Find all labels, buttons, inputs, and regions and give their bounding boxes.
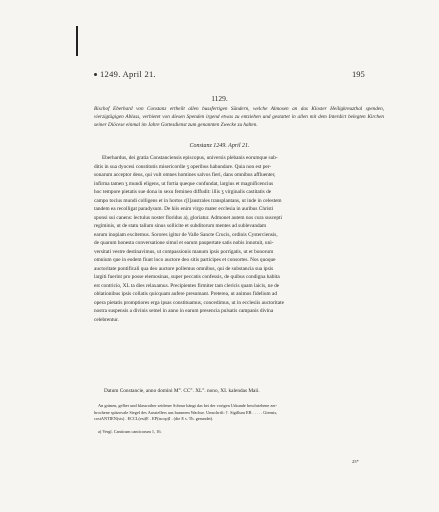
charter-line: earum inopiam excitemus. Sorores igitur de Valle Sancte Crucis, ordinis Cysterciensis,	[94, 231, 278, 238]
dateline: Constanz 1249. April 21.	[189, 143, 250, 149]
apparatus-line: costANTIEN(sis) . ECCL(esi)E . EP(iscop)I . (die E s. Th. gerundet).	[94, 416, 214, 422]
charter-line: Eberhardus, dei gratia Constanciensis episcopus, universis plebanis eorumque sub-	[102, 155, 278, 161]
seal-description	[94, 403, 382, 423]
charter-line: regiminis, ut de statu talium sinus sollicite et subditorum mentes ad sublevandam	[94, 223, 267, 229]
footnote: a) Vergl. Canticum canticorum 1, 16.	[98, 429, 162, 434]
charter-line: campo tocius mundi colligens et in hortos c[l]australes transplantans, ut inde in celestem	[94, 197, 282, 204]
charter-line: de quarum honesta conversatione simul et earum paupertate satis nobis innotuit, uni-	[94, 240, 274, 246]
printer-signature: 25*	[352, 459, 359, 464]
charter-line: versitati vestre destinavimus, ut compassionis manum ipsis porrigatis, ut et bonorum	[94, 248, 274, 255]
regest-summary: Bischof Eberhard von Constanz ertheilt allen bussfertigen Sündern, welche Almosen an das Kloster Heiligkreuzthal spenden, vierzigtägigen Ablass, verbietet von diesen Spenden irgend etwas zu entziehen und gestattet in allen mit dem Interdict belegten Kirchen seiner Diöcese einmal im Jahre Gottesdienst zum genannten Zwecke zu halten.	[94, 106, 384, 129]
charter-line: sponsi sui canens: lectulus noster floridus a), gloriatur. Admonet autem nos cura suscepti	[94, 214, 283, 221]
charter-line: est contricio, XL ta dies relaxamus. Precipientes firmiter tam clericis quam laicis, ne de	[94, 282, 280, 289]
datum-line: Datum Constancie, anno domini M°. CC°. XL°. nono, XI. kalendas Maii.	[104, 388, 260, 394]
running-head-dot	[94, 73, 97, 76]
charter-line: auctoritate pontificali qua deo auctore pollemus omnibus, qui de substancia sua ipsis	[94, 265, 274, 272]
charter-line: omnium que in eodem fiunt loco auctore deo sitis participes et consortes. Nos quoque	[94, 257, 276, 263]
running-head: 1249. April 21.	[100, 69, 156, 79]
charter-line: tandem ea recolligat paradysum. De hiis enim virgo mater ecclesia in auribus Christi	[94, 206, 274, 212]
charter-line: largiti fuerint pro posse elemosinas, super peccatis confessis, de quibus condigna habita	[94, 274, 280, 280]
charter-line: ditis in sua dyocesi constitutis misericordie ʒ operibus habundare. Quia non est per-	[94, 163, 272, 170]
apparatus-line: An grünen, gelber und blassrother seidener Schnur hängt das bei der vorigen Urkunde beschriebene zer-	[98, 403, 278, 408]
charter-line: opera pietatis promptiores erga ipsas constituamus, concedimus, ut in ecclesiis auctoritate	[94, 299, 284, 306]
charter-line: celebrentur.	[94, 316, 119, 323]
document-number: 1129.	[211, 94, 228, 103]
charter-line: infirma tamen ʒ mundi eligens, ut fortia queque confundat, largius et magnificencius	[94, 180, 274, 187]
charter-line: sonarum acceptor deus, qui vult omnes homines salvos fieri, dans omnibus affluenter,	[94, 172, 276, 178]
charter-line: nostra suspensis a divinis semel in anno in earum presencia pulsatis campanis divina	[94, 308, 274, 314]
margin-ink-mark	[76, 26, 78, 56]
page-number: 195	[352, 69, 365, 79]
charter-line: oblationibus ipsis collatis quicquam aufere presumant. Preterea, ut animos fidelium ad	[94, 291, 277, 297]
apparatus-line: brochene spitzovale Siegel des Ausstellers aus braunem Wachse. Umschrift: †. Sigillum EB . . . . . Giensis,	[94, 409, 278, 415]
charter-text	[94, 154, 382, 324]
charter-line: hoc tempore pietatis sue dona in sexu femineo diffudit: illis ʒ virginalis castitatis de	[94, 189, 272, 195]
